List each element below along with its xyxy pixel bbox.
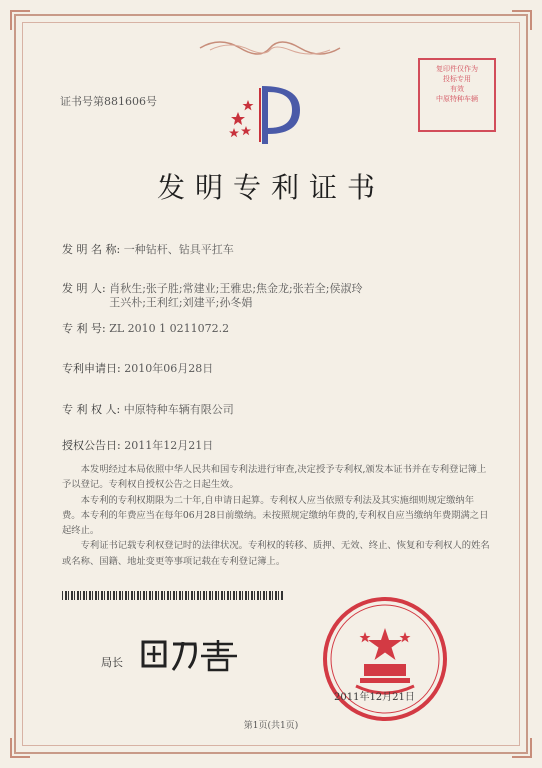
- certificate-title: 发明专利证书: [156, 171, 385, 204]
- corner-ornament: [10, 10, 30, 30]
- grant-date-field: [62, 437, 213, 453]
- corner-ornament: [512, 10, 532, 30]
- director-label: 局长: [101, 656, 123, 669]
- inventors-value: [109, 282, 362, 310]
- invention-name-field: [62, 241, 234, 257]
- official-seal-icon: [320, 594, 450, 724]
- top-ornament-icon: [190, 36, 350, 60]
- barcode: [62, 591, 284, 600]
- filing-date-value: 2010年06月28日: [124, 362, 214, 375]
- patent-number-field: [62, 320, 229, 336]
- inventors-line-2: 王兴朴;王利红;刘建平;孙冬娟: [109, 296, 253, 309]
- body-paragraph-2: 本专利的专利权期限为二十年,自申请日起算。专利权人应当依照专利法及其实施细则规定缴纳年费。本专利的年费应当在每年06月28日前缴纳。未按照规定缴纳年费的,专利权自应当缴纳年费期满之日起终止。: [62, 494, 489, 537]
- patent-number-label: 专 利 号:: [62, 322, 106, 335]
- stamp-text: 中原特种车辆: [436, 95, 478, 103]
- patent-number-value: ZL 2010 1 0211072.2: [109, 322, 230, 335]
- seal-date: 2011年12月21日: [334, 692, 415, 703]
- inventors-line-1: 肖秋生;张子胜;常建业;王雅忠;焦金龙;张若全;侯淑玲: [109, 282, 363, 295]
- body-paragraph-3: 专利证书记载专利权登记时的法律状况。专利权的转移、质押、无效、终止、恢复和专利权人的姓名或名称、国籍、地址变更等事项记载在专利登记簿上。: [62, 540, 490, 567]
- invention-name-label: 发 明 名 称:: [62, 243, 121, 256]
- patent-holder-label: 专 利 权 人:: [62, 403, 121, 416]
- director-signature-icon: [137, 634, 241, 674]
- patent-holder-field: [62, 401, 234, 417]
- stamp-text: 复印件仅作为: [436, 65, 478, 73]
- corner-ornament: [512, 738, 532, 758]
- body-paragraph-1: 本发明经过本局依照中华人民共和国专利法进行审查,决定授予专利权,颁发本证书并在专利登记簿上予以登记。专利权自授权公告之日起生效。: [62, 464, 487, 491]
- corner-ornament: [10, 738, 30, 758]
- patent-office-logo-icon: [226, 78, 304, 148]
- filing-date-label: 专利申请日:: [62, 362, 121, 375]
- filing-date-field: [62, 360, 213, 376]
- certificate-body: [62, 462, 492, 569]
- certificate-number: 证书号第881606号: [60, 95, 157, 108]
- copy-stamp: [418, 58, 496, 132]
- invention-name-value: 一种钻杆、钻具平扛车: [123, 243, 234, 256]
- page-number: 第1页(共1页): [243, 721, 299, 731]
- inventors-label: 发 明 人:: [62, 282, 106, 295]
- stamp-text: 有效: [450, 85, 464, 93]
- grant-date-value: 2011年12月21日: [124, 439, 214, 452]
- inventors-field: [62, 282, 362, 310]
- patent-holder-value: 中原特种车辆有限公司: [123, 403, 234, 416]
- grant-date-label: 授权公告日:: [62, 439, 121, 452]
- stamp-text: 投标专用: [443, 75, 471, 83]
